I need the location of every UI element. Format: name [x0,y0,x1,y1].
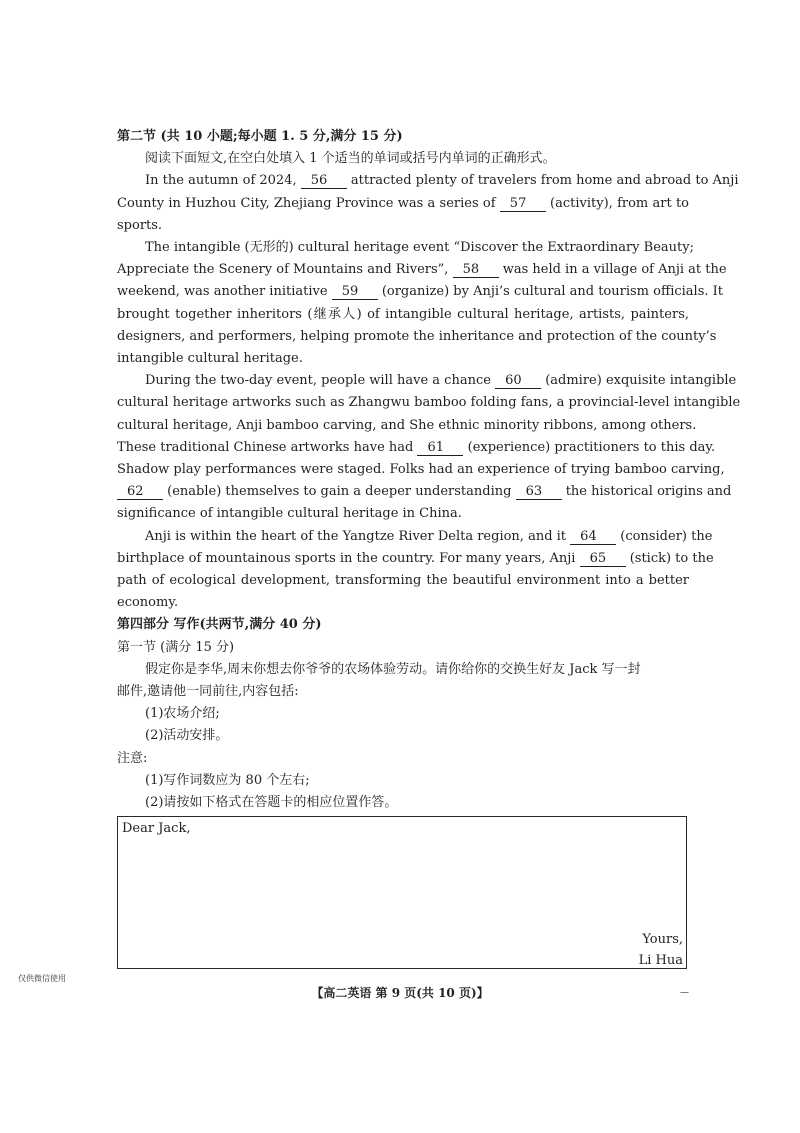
section-2-title: 第二节 (共 10 小题;每小题 1. 5 分,满分 15 分) [117,129,403,144]
passage-line: 62 (enable) themselves to gain a deeper understanding 63 the historical origins and [117,481,689,503]
exam-page-content [117,126,741,969]
passage-line: Appreciate the Scenery of Mountains and Rivers”, 58 was held in a village of Anji at the [117,262,727,278]
passage-line: significance of intangible cultural heritage in China. [117,506,462,522]
passage-line: During the two-day event, people will have a chance 60 (admire) exquisite intangible [145,373,737,389]
notes-label: 注意: [117,750,148,766]
note-1: (1)写作词数应为 80 个左右; [145,772,310,788]
usage-note: 仅供微信使用 [18,974,66,983]
passage-line: brought together inheritors (继承人) of intangible cultural heritage, artists, painters, [117,306,689,322]
passage-line: County in Huzhou City, Zhejiang Province was a series of 57 (activity), from art to [117,195,689,211]
writing-prompt: 假定你是李华,周末你想去你爷爷的农场体验劳动。请你给你的交换生好友 Jack 写一封 [145,661,641,677]
part-4-title: 第四部分 写作(共两节,满分 40 分) [117,617,322,633]
passage-line: sports. [117,217,163,233]
passage-line: economy. [117,595,179,611]
passage-line: path of ecological development, transforming the beautiful environment into a better [117,573,689,589]
blank-57[interactable]: 57 [500,197,546,212]
passage-line: weekend, was another initiative 59 (organize) by Anji’s cultural and tourism officials. It [117,284,723,300]
passage-line: Anji is within the heart of the Yangtze River Delta region, and it 64 (consider) the [145,528,713,544]
passage-line: cultural heritage artworks such as Zhangwu bamboo folding fans, a provincial-level intangible [117,395,741,411]
part-4-section-1-title: 第一节 (满分 15 分) [117,639,235,655]
blank-65[interactable]: 65 [580,552,626,567]
content-item-1: (1)农场介绍; [145,706,220,722]
page-footer: 【高二英语 第 9 页(共 10 页)】 [311,986,489,1000]
blank-61[interactable]: 61 [417,441,463,456]
passage-line: cultural heritage, Anji bamboo carving, and She ethnic minority ribbons, among others. [117,417,697,433]
passage-line: Shadow play performances were staged. Folks had an experience of trying bamboo carving, [117,462,725,478]
answer-box[interactable] [117,816,687,969]
blank-60[interactable]: 60 [495,374,541,389]
passage-line: intangible cultural heritage. [117,351,303,367]
letter-signature: Li Hua [638,953,683,969]
passage-line: The intangible (无形的) cultural heritage event “Discover the Extraordinary Beauty; [145,240,694,256]
passage-line: In the autumn of 2024, 56 attracted plenty of travelers from home and abroad to Anji [145,173,739,189]
content-item-2: (2)活动安排。 [145,728,229,744]
section-2-instruction: 阅读下面短文,在空白处填入 1 个适当的单词或括号内单词的正确形式。 [145,151,556,167]
corner-mark: — [680,988,689,998]
note-2: (2)请按如下格式在答题卡的相应位置作答。 [145,795,398,811]
passage-line: birthplace of mountainous sports in the country. For many years, Anji 65 (stick) to the [117,550,714,566]
letter-greeting: Dear Jack, [122,821,191,837]
blank-63[interactable]: 63 [516,485,562,500]
blank-58[interactable]: 58 [453,263,499,278]
passage-line: designers, and performers, helping promote the inheritance and protection of the county’s [117,328,717,344]
blank-59[interactable]: 59 [332,285,378,300]
blank-64[interactable]: 64 [570,530,616,545]
passage-line: These traditional Chinese artworks have had 61 (experience) practitioners to this day. [117,439,716,455]
letter-closing: Yours, [642,932,683,948]
writing-prompt: 邮件,邀请他一同前往,内容包括: [117,684,299,700]
blank-56[interactable]: 56 [301,174,347,189]
blank-62[interactable]: 62 [117,485,163,500]
